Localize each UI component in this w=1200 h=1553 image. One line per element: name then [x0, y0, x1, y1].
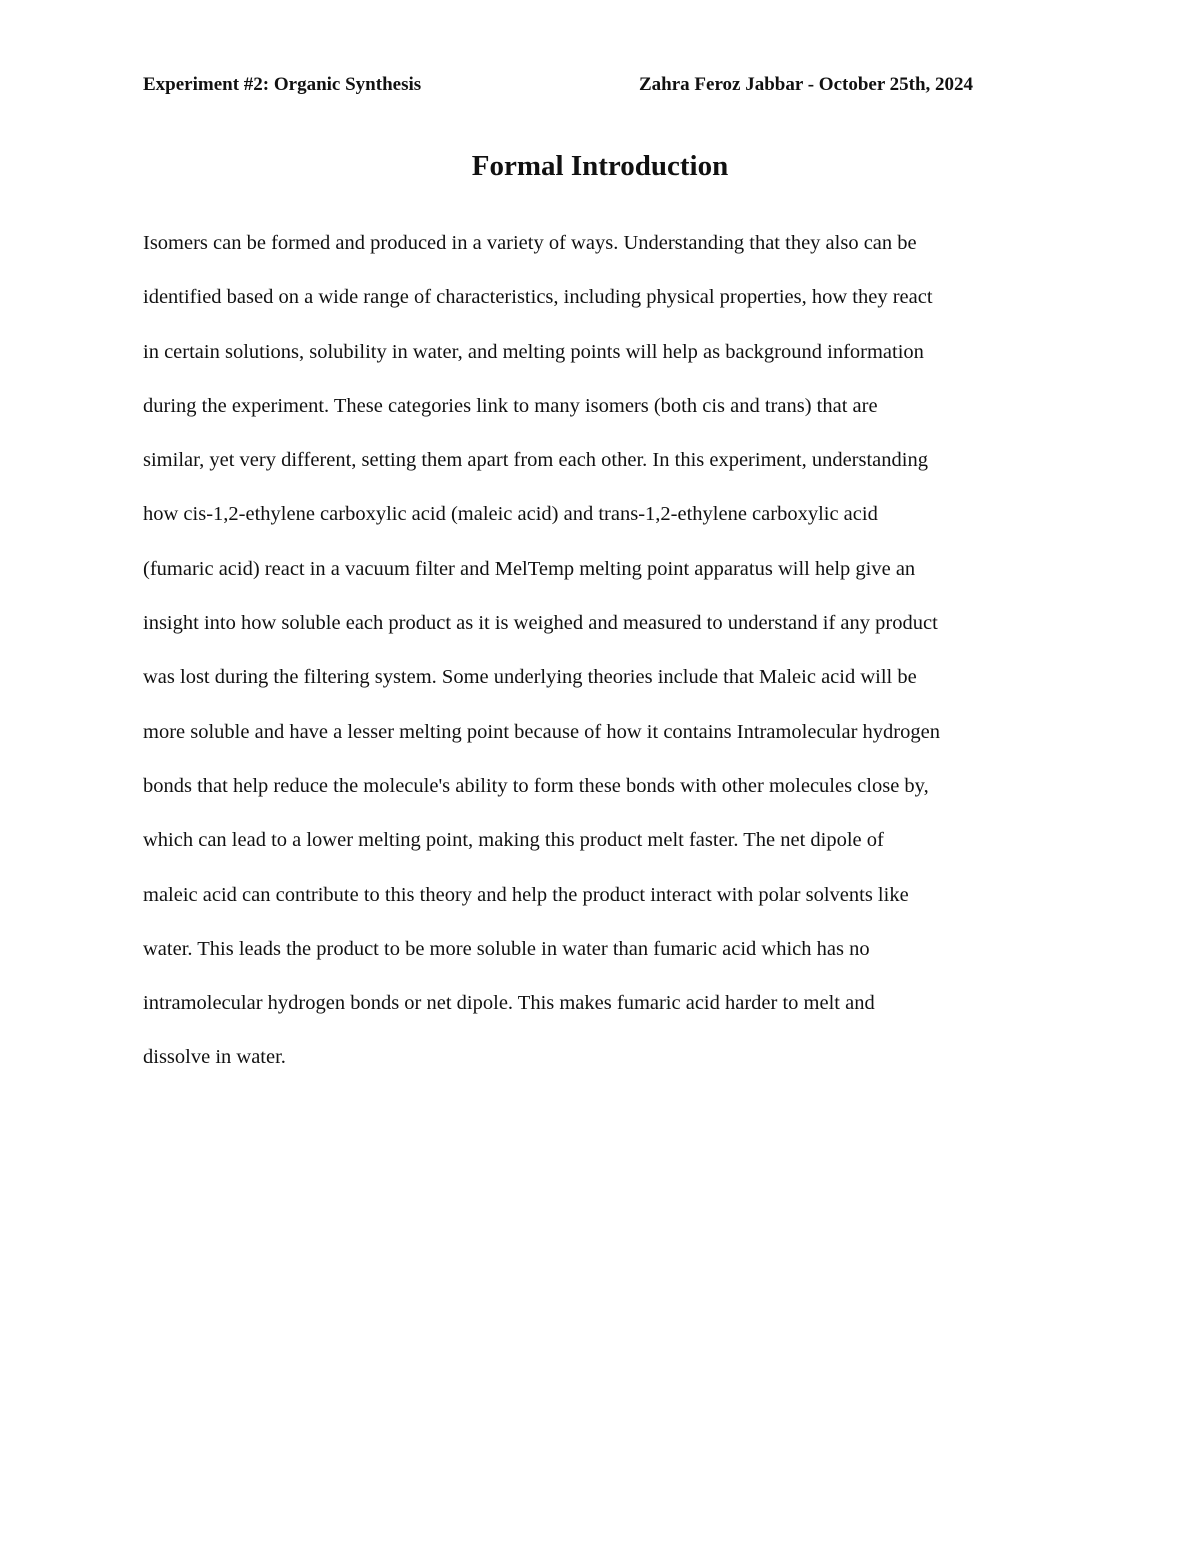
paragraph-line: water. This leads the product to be more soluble in water than fumaric acid which has no [143, 937, 870, 960]
header-author-date: Zahra Feroz Jabbar - October 25th, 2024 [639, 74, 974, 95]
paragraph-line: maleic acid can contribute to this theory and help the product interact with polar solvents like [143, 883, 909, 906]
paragraph-line: in certain solutions, solubility in water, and melting points will help as background information [143, 340, 924, 363]
paragraph-line: more soluble and have a lesser melting point because of how it contains Intramolecular hydrogen [143, 720, 940, 743]
paragraph-line: insight into how soluble each product as it is weighed and measured to understand if any product [143, 612, 938, 635]
paragraph-line: bonds that help reduce the molecule's ability to form these bonds with other molecules close by, [143, 774, 929, 797]
paragraph-line: which can lead to a lower melting point, making this product melt faster. The net dipole of [143, 829, 884, 852]
page-header [143, 72, 1023, 98]
paragraph-line: (fumaric acid) react in a vacuum filter and MelTemp melting point apparatus will help give an [143, 557, 916, 580]
paragraph-line: intramolecular hydrogen bonds or net dipole. This makes fumaric acid harder to melt and [143, 992, 875, 1015]
paragraph-line: was lost during the filtering system. Some underlying theories include that Maleic acid will be [143, 666, 917, 689]
paragraph-line: dissolve in water. [143, 1046, 286, 1069]
body-paragraph [143, 216, 1073, 1085]
paragraph-line: Isomers can be formed and produced in a variety of ways. Understanding that they also can be [143, 232, 917, 254]
paragraph-line: identified based on a wide range of characteristics, including physical properties, how they react [143, 286, 933, 309]
page-title: Formal Introduction [471, 150, 729, 182]
paragraph-line: how cis-1,2-ethylene carboxylic acid (maleic acid) and trans-1,2-ethylene carboxylic acid [143, 503, 878, 526]
paragraph-line: similar, yet very different, setting them apart from each other. In this experiment, understanding [143, 449, 928, 472]
paragraph-line: during the experiment. These categories link to many isomers (both cis and trans) that are [143, 394, 878, 417]
header-experiment-title: Experiment #2: Organic Synthesis [143, 74, 422, 95]
